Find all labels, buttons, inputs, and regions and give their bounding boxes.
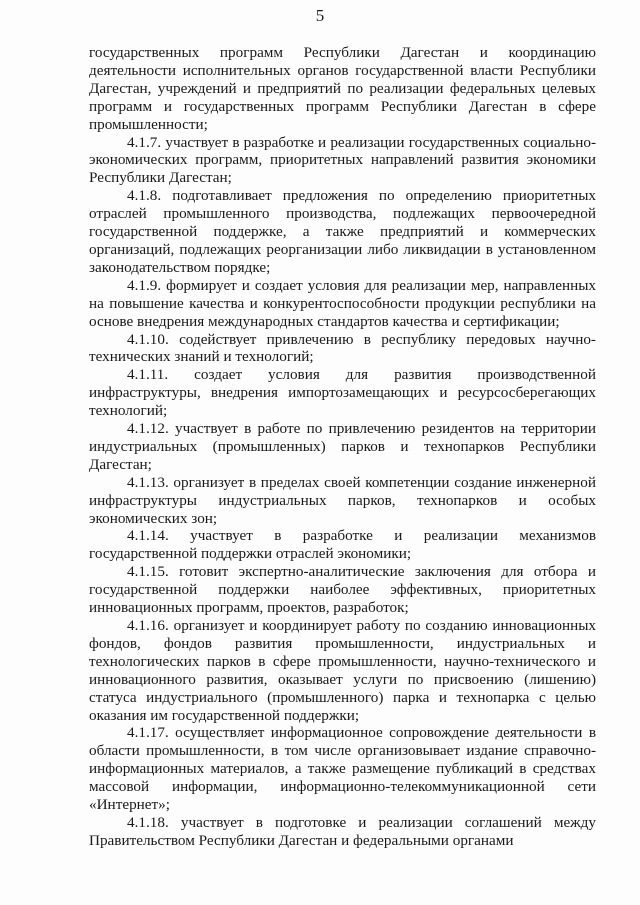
paragraph-4-1-15: 4.1.15. готовит экспертно-аналитические заключения для отбора и государственной поддержки наиболее эффективных, приоритетных инновационных программ, проектов, разработок; (89, 563, 596, 617)
document-body (89, 44, 596, 850)
paragraph-4-1-10: 4.1.10. содействует привлечению в республику передовых научно-технических знаний и технологий; (89, 330, 596, 366)
paragraph-4-1-11: 4.1.11. создает условия для развития производственной инфраструктуры, внедрения импортозамещающих и ресурсосберегающих технологий; (89, 366, 596, 420)
paragraph-4-1-16: 4.1.16. организует и координирует работу по созданию инновационных фондов, фондов развития промышленности, индустриальных и технологических парков в сфере промышленности, научно-технического и инновационного развития, оказывает услуги по присвоению (лишению) статуса индустриального (промышленного) парка и технопарка с целью оказания им государственной поддержки; (89, 617, 596, 724)
page-number: 5 (315, 6, 325, 25)
paragraph-continuation: государственных программ Республики Дагестан и координацию деятельности исполнительных органов государственной власти Республики Дагестан, учреждений и предприятий по реализации федеральных целевых программ и государственных программ Республики Дагестан в сфере промышленности; (89, 44, 596, 133)
paragraph-4-1-9: 4.1.9. формирует и создает условия для реализации мер, направленных на повышение качества и конкурентоспособности продукции республики на основе внедрения международных стандартов качества и сертификации; (89, 276, 596, 330)
paragraph-4-1-7: 4.1.7. участвует в разработке и реализации государственных социально-экономических программ, приоритетных направлений развития экономики Республики Дагестан; (89, 133, 596, 187)
paragraph-4-1-14: 4.1.14. участвует в разработке и реализации механизмов государственной поддержки отраслей экономики; (89, 527, 596, 563)
paragraph-4-1-12: 4.1.12. участвует в работе по привлечению резидентов на территории индустриальных (промышленных) парков и технопарков Республики Дагестан; (89, 420, 596, 473)
paragraph-4-1-13: 4.1.13. организует в пределах своей компетенции создание инженерной инфраструктуры индустриальных парков, технопарков и особых экономических зон; (89, 473, 596, 527)
paragraph-4-1-8: 4.1.8. подготавливает предложения по определению приоритетных отраслей промышленного производства, подлежащих первоочередной государственной поддержке, а также предприятий и коммерческих организаций, подлежащих реорганизации либо ликвидации в установленном законодательством порядке; (89, 187, 596, 276)
paragraph-4-1-18: 4.1.18. участвует в подготовке и реализации соглашений между Правительством Республики Дагестан и федеральными органами (89, 813, 596, 849)
paragraph-4-1-17: 4.1.17. осуществляет информационное сопровождение деятельности в области промышленности, в том числе организовывает издание справочно-информационных материалов, а также размещение публикаций в средствах массовой информации, информационно-телекоммуникационной сети «Интернет»; (89, 724, 596, 814)
